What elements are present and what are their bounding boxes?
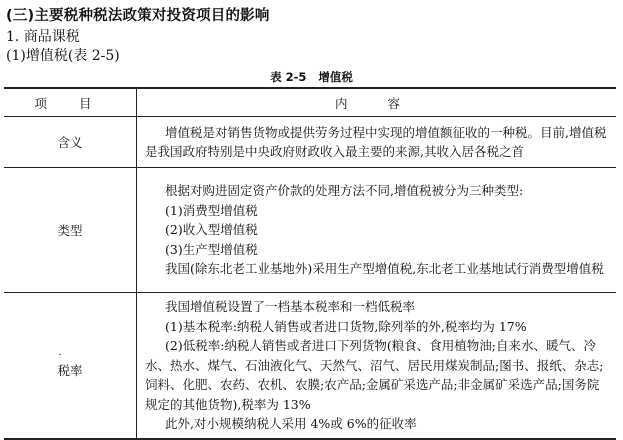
subsection-heading: 1. 商品课税 [6, 29, 80, 45]
table-row [4, 168, 616, 293]
row-label-cell [4, 293, 137, 439]
row-label: 税率 [57, 363, 83, 379]
content-line: 我国增值税设置了一档基本税率和一档低税率 [165, 299, 416, 314]
content-line: 根据对购进固定资产价款的处理方法不同,增值税被分为三种类型: [165, 183, 524, 199]
table-header-row [4, 88, 616, 117]
row-mark: · [58, 350, 62, 362]
table-row [4, 117, 616, 168]
table-number: 表 2-5 [270, 70, 307, 84]
item-heading: (1)增值税(表 2-5) [6, 48, 120, 64]
content-line: (2)收入型增值税 [165, 222, 258, 238]
section-heading: (三)主要税种税法政策对投资项目的影响 [6, 8, 270, 24]
content-line: (2)低税率:纳税人销售或者进口下列货物(粮食、食用植物油;自来水、暖气、冷水、热水、煤气、石油液化气、天然气、沼气、居民用煤炭制品;图书、报纸、杂志;饲料、化肥、农药、农机、农膜;农产品;金属矿采选产品;非金属矿采选产品;国务院规定的其他货物),税率为 13% [145, 338, 604, 412]
content-line: (1)消费型增值税 [165, 202, 258, 218]
content-line: 增值税是对销售货物或提供劳务过程中实现的增值额征收的一种税。目前,增值税是我国政府特别是中央政府财政收入最主要的来源,其收入居各税之首 [145, 124, 607, 159]
table-caption [0, 69, 623, 85]
table-row [4, 293, 616, 439]
content-line: 我国(除东北老工业基地外)采用生产型增值税,东北老工业基地试行消费型增值税 [165, 261, 604, 277]
row-content [137, 293, 617, 439]
vat-table [4, 87, 616, 440]
header-content: 内 容 [137, 88, 617, 117]
table-title: 增值税 [318, 70, 353, 84]
header-item: 项 目 [4, 88, 137, 117]
row-label: 含义 [4, 117, 137, 168]
row-content [137, 117, 617, 168]
row-content [137, 168, 617, 293]
content-line: 此外,对小规模纳税人采用 4%或 6%的征收率 [165, 416, 417, 431]
content-line: (3)生产型增值税 [165, 241, 258, 257]
row-label: 类型 [4, 168, 137, 293]
content-line: (1)基本税率:纳税人销售或者进口货物,除列举的外,税率均为 17% [165, 318, 527, 334]
